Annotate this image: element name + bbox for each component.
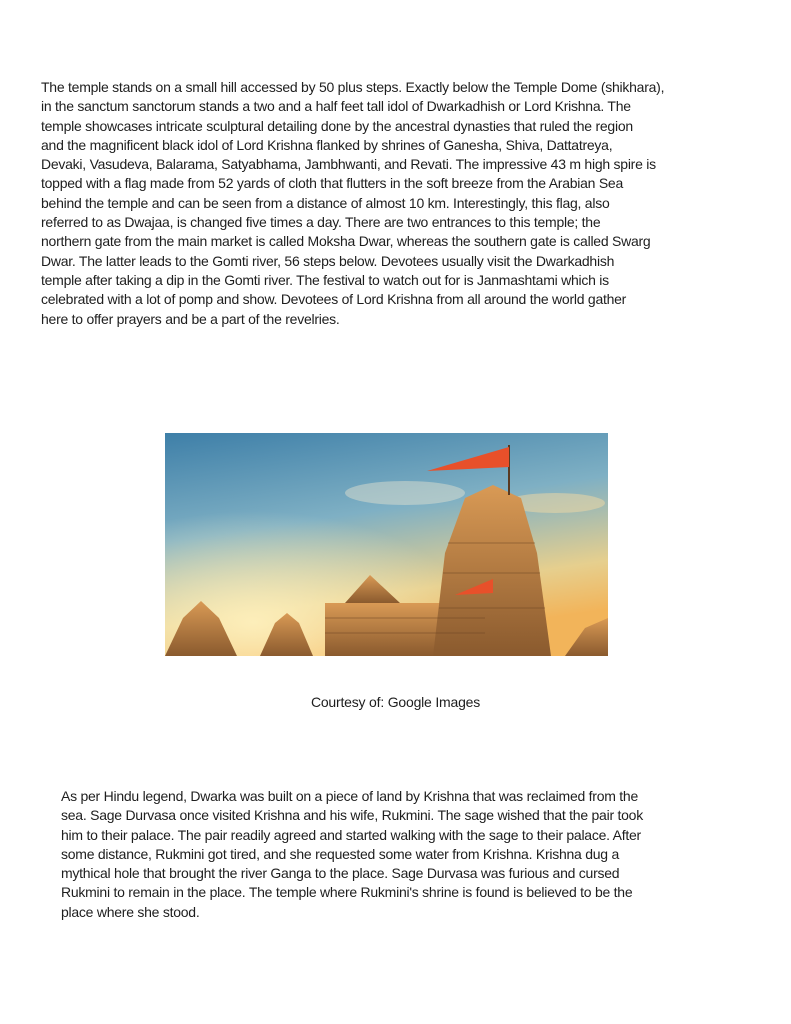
text-line: some distance, Rukmini got tired, and she requested some water from Krishna. Krishna dug a bbox=[61, 845, 620, 862]
text-line: temple showcases intricate sculptural detailing done by the ancestral dynasties that ruled the region bbox=[41, 117, 633, 134]
text-line: As per Hindu legend, Dwarka was built on a piece of land by Krishna that was reclaimed from the bbox=[61, 788, 639, 804]
text-line: and the magnificent black idol of Lord Krishna flanked by shrines of Ganesha, Shiva, Dattatreya, bbox=[41, 136, 613, 153]
text-line: Devaki, Vasudeva, Balarama, Satyabhama, Jambhwanti, and Revati. The impressive 43 m high spire is bbox=[41, 156, 656, 173]
text-line: sea. Sage Durvasa once visited Krishna and his wife, Rukmini. The sage wished that the pair took bbox=[61, 807, 643, 824]
text-line: referred to as Dwajaa, is changed five times a day. There are two entrances to this temple; the bbox=[41, 214, 601, 231]
text-line: behind the temple and can be seen from a distance of almost 10 km. Interestingly, this flag, also bbox=[41, 194, 610, 211]
text-line: in the sanctum sanctorum stands a two and a half feet tall idol of Dwarkadhish or Lord Krishna. The bbox=[41, 98, 631, 115]
text-line: him to their palace. The pair readily agreed and started walking with the sage to their palace. After bbox=[61, 826, 641, 843]
text-line: celebrated with a lot of pomp and show. Devotees of Lord Krishna from all around the world gather bbox=[41, 291, 627, 308]
paragraph-temple-description bbox=[41, 78, 664, 329]
text-line: here to offer prayers and be a part of the revelries. bbox=[41, 310, 340, 327]
text-line: The temple stands on a small hill accessed by 50 plus steps. Exactly below the Temple Dome (shikhara), bbox=[41, 79, 665, 95]
text-line: Dwar. The latter leads to the Gomti river, 56 steps below. Devotees usually visit the Dwarkadhish bbox=[41, 252, 615, 269]
image-caption: Courtesy of: Google Images bbox=[310, 694, 481, 710]
text-line: temple after taking a dip in the Gomti river. The festival to watch out for is Janmashtami which is bbox=[41, 271, 609, 288]
paragraph-legend bbox=[61, 787, 643, 922]
temple-photo bbox=[165, 433, 608, 656]
text-line: Rukmini to remain in the place. The temple where Rukmini's shrine is found is believed to be the bbox=[61, 884, 633, 901]
text-line: mythical hole that brought the river Ganga to the place. Sage Durvasa was furious and cursed bbox=[61, 865, 620, 882]
text-line: northern gate from the main market is called Moksha Dwar, whereas the southern gate is called Swarg bbox=[41, 233, 651, 250]
text-line: topped with a flag made from 52 yards of cloth that flutters in the soft breeze from the Arabian Sea bbox=[41, 175, 624, 192]
text-line: place where she stood. bbox=[61, 903, 200, 920]
